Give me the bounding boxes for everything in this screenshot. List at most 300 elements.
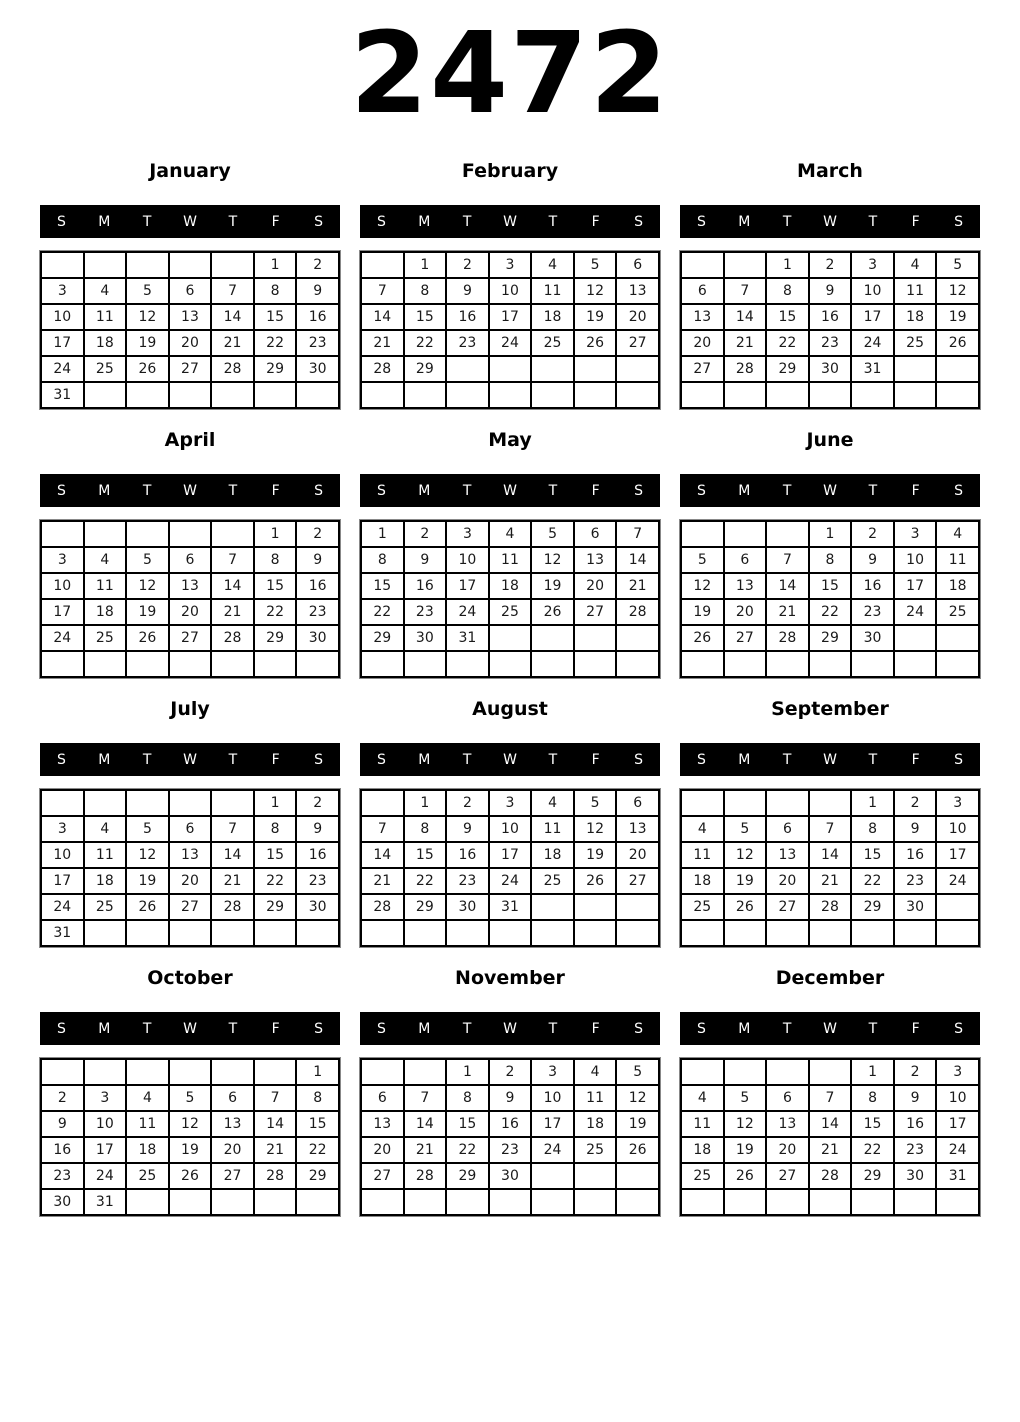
month-name: June [806, 429, 854, 451]
day-cell: 15 [766, 304, 809, 330]
day-cell: 4 [84, 278, 127, 304]
day-cell: 10 [531, 1085, 574, 1111]
day-cell: 10 [41, 842, 84, 868]
day-cell: 12 [681, 573, 724, 599]
day-cell: 5 [724, 1085, 767, 1111]
day-cell: 4 [681, 1085, 724, 1111]
day-cell: 1 [851, 1059, 894, 1085]
week-row [41, 304, 339, 330]
day-cell: 31 [41, 382, 84, 408]
day-cell: 8 [766, 278, 809, 304]
day-cell: 4 [681, 816, 724, 842]
empty-day-cell [809, 651, 852, 677]
weekday-label: M [98, 482, 111, 499]
day-cell: 4 [84, 816, 127, 842]
empty-day-cell [574, 382, 617, 408]
day-cell: 21 [724, 330, 767, 356]
day-cell: 24 [851, 330, 894, 356]
day-cell: 19 [531, 573, 574, 599]
weekday-label: M [418, 1020, 431, 1037]
weekday-label: S [56, 751, 66, 768]
day-cell: 1 [254, 252, 297, 278]
day-cell: 14 [254, 1111, 297, 1137]
week-row [41, 382, 339, 408]
weekday-header-row [40, 1012, 340, 1045]
day-cell: 24 [489, 330, 532, 356]
day-cell: 4 [894, 252, 937, 278]
weekday-header-row [360, 743, 660, 776]
day-cell: 3 [531, 1059, 574, 1085]
day-cell: 10 [489, 278, 532, 304]
day-cell: 9 [446, 816, 489, 842]
day-cell: 25 [84, 625, 127, 651]
empty-day-cell [211, 252, 254, 278]
week-row [41, 1137, 339, 1163]
weekday-label: T [548, 482, 558, 499]
empty-day-cell [616, 1163, 659, 1189]
day-cell: 18 [531, 842, 574, 868]
month-july [40, 700, 340, 947]
day-cell: 8 [254, 816, 297, 842]
week-row [41, 252, 339, 278]
week-row [681, 625, 979, 651]
weekday-label: T [548, 1020, 558, 1037]
day-cell: 25 [531, 330, 574, 356]
weekday-label: W [503, 751, 517, 768]
day-cell: 16 [894, 1111, 937, 1137]
day-cell: 24 [41, 356, 84, 382]
month-april [40, 431, 340, 678]
empty-day-cell [446, 1189, 489, 1215]
day-cell: 31 [41, 920, 84, 946]
empty-day-cell [489, 356, 532, 382]
day-cell: 13 [766, 1111, 809, 1137]
month-days-table [360, 789, 660, 947]
weekday-label: F [911, 1020, 920, 1037]
week-row [41, 894, 339, 920]
empty-day-cell [41, 252, 84, 278]
day-cell: 1 [446, 1059, 489, 1085]
empty-day-cell [809, 382, 852, 408]
day-cell: 9 [446, 278, 489, 304]
day-cell: 12 [126, 573, 169, 599]
day-cell: 13 [724, 573, 767, 599]
week-row [681, 842, 979, 868]
empty-day-cell [724, 920, 767, 946]
day-cell: 29 [254, 625, 297, 651]
day-cell: 13 [169, 573, 212, 599]
day-cell: 20 [574, 573, 617, 599]
week-row [41, 1085, 339, 1111]
month-days-body [681, 252, 979, 408]
day-cell: 2 [894, 1059, 937, 1085]
empty-day-cell [169, 790, 212, 816]
day-cell: 18 [84, 599, 127, 625]
empty-day-cell [404, 1189, 447, 1215]
day-cell: 5 [531, 521, 574, 547]
empty-day-cell [169, 521, 212, 547]
empty-day-cell [404, 651, 447, 677]
weekday-label: S [56, 213, 66, 230]
day-cell: 22 [296, 1137, 339, 1163]
day-cell: 12 [126, 304, 169, 330]
day-cell: 26 [126, 356, 169, 382]
day-cell: 4 [489, 521, 532, 547]
month-name: January [149, 160, 231, 182]
weekday-label: W [183, 1020, 197, 1037]
day-cell: 15 [254, 304, 297, 330]
day-cell: 21 [361, 868, 404, 894]
weekday-label: W [183, 482, 197, 499]
weekday-label: S [954, 482, 964, 499]
day-cell: 18 [936, 573, 979, 599]
month-days-body [41, 1059, 339, 1215]
day-cell: 14 [809, 1111, 852, 1137]
weekday-label: W [823, 1020, 837, 1037]
day-cell: 30 [41, 1189, 84, 1215]
empty-day-cell [84, 521, 127, 547]
empty-day-cell [169, 651, 212, 677]
week-row [361, 382, 659, 408]
weekday-label: S [634, 751, 644, 768]
day-cell: 4 [936, 521, 979, 547]
month-days-table [680, 251, 980, 409]
empty-day-cell [126, 1059, 169, 1085]
week-row [361, 842, 659, 868]
day-cell: 2 [809, 252, 852, 278]
empty-day-cell [574, 1163, 617, 1189]
weekday-label: M [738, 751, 751, 768]
week-row [681, 651, 979, 677]
day-cell: 11 [531, 278, 574, 304]
empty-day-cell [296, 1189, 339, 1215]
week-row [681, 816, 979, 842]
empty-day-cell [361, 382, 404, 408]
day-cell: 13 [211, 1111, 254, 1137]
weekday-label: S [696, 482, 706, 499]
day-cell: 2 [296, 521, 339, 547]
empty-day-cell [489, 1189, 532, 1215]
day-cell: 30 [296, 894, 339, 920]
day-cell: 1 [766, 252, 809, 278]
day-cell: 6 [211, 1085, 254, 1111]
day-cell: 20 [169, 868, 212, 894]
weekday-label: T [228, 751, 238, 768]
day-cell: 1 [296, 1059, 339, 1085]
day-cell: 2 [404, 521, 447, 547]
calendar-page [0, 10, 1020, 1216]
day-cell: 25 [574, 1137, 617, 1163]
day-cell: 14 [766, 573, 809, 599]
weekday-header-row [360, 205, 660, 238]
day-cell: 23 [404, 599, 447, 625]
day-cell: 18 [894, 304, 937, 330]
weekday-label: F [271, 213, 280, 230]
day-cell: 3 [936, 1059, 979, 1085]
day-cell: 11 [84, 304, 127, 330]
day-cell: 16 [446, 842, 489, 868]
day-cell: 8 [296, 1085, 339, 1111]
day-cell: 26 [531, 599, 574, 625]
month-days-table [40, 789, 340, 947]
empty-day-cell [531, 1163, 574, 1189]
day-cell: 28 [254, 1163, 297, 1189]
day-cell: 21 [616, 573, 659, 599]
weekday-label: F [911, 213, 920, 230]
empty-day-cell [851, 920, 894, 946]
day-cell: 2 [446, 790, 489, 816]
day-cell: 16 [894, 842, 937, 868]
day-cell: 10 [936, 816, 979, 842]
weekday-header-row [40, 474, 340, 507]
day-cell: 15 [851, 842, 894, 868]
day-cell: 5 [936, 252, 979, 278]
empty-day-cell [894, 1189, 937, 1215]
empty-day-cell [41, 651, 84, 677]
weekday-label: T [868, 1020, 878, 1037]
weekday-label: S [634, 482, 644, 499]
day-cell: 1 [254, 790, 297, 816]
empty-day-cell [616, 894, 659, 920]
day-cell: 19 [169, 1137, 212, 1163]
day-cell: 22 [851, 868, 894, 894]
weekday-label: W [823, 213, 837, 230]
week-row [41, 1163, 339, 1189]
weekday-label: S [954, 751, 964, 768]
week-row [361, 356, 659, 382]
empty-day-cell [894, 382, 937, 408]
month-june [680, 431, 980, 678]
empty-day-cell [84, 920, 127, 946]
empty-day-cell [361, 1189, 404, 1215]
day-cell: 28 [211, 894, 254, 920]
day-cell: 29 [446, 1163, 489, 1189]
empty-day-cell [766, 521, 809, 547]
day-cell: 27 [616, 868, 659, 894]
weekday-label: T [548, 751, 558, 768]
day-cell: 11 [84, 842, 127, 868]
week-row [361, 920, 659, 946]
empty-day-cell [724, 252, 767, 278]
weekday-label: T [782, 482, 792, 499]
day-cell: 2 [894, 790, 937, 816]
day-cell: 25 [681, 1163, 724, 1189]
weekday-label: S [56, 482, 66, 499]
week-row [681, 278, 979, 304]
empty-day-cell [766, 1059, 809, 1085]
empty-day-cell [446, 920, 489, 946]
day-cell: 25 [936, 599, 979, 625]
weekday-header-row [40, 743, 340, 776]
empty-day-cell [681, 382, 724, 408]
weekday-label: M [418, 751, 431, 768]
day-cell: 26 [126, 894, 169, 920]
day-cell: 8 [809, 547, 852, 573]
month-october [40, 969, 340, 1216]
day-cell: 3 [489, 252, 532, 278]
empty-day-cell [446, 651, 489, 677]
day-cell: 31 [84, 1189, 127, 1215]
day-cell: 7 [766, 547, 809, 573]
empty-day-cell [489, 651, 532, 677]
day-cell: 30 [894, 894, 937, 920]
day-cell: 23 [894, 868, 937, 894]
day-cell: 22 [766, 330, 809, 356]
empty-day-cell [361, 651, 404, 677]
day-cell: 16 [851, 573, 894, 599]
day-cell: 10 [936, 1085, 979, 1111]
empty-day-cell [681, 1059, 724, 1085]
day-cell: 19 [126, 868, 169, 894]
empty-day-cell [936, 625, 979, 651]
empty-day-cell [296, 920, 339, 946]
week-row [361, 252, 659, 278]
day-cell: 29 [296, 1163, 339, 1189]
empty-day-cell [126, 521, 169, 547]
weekday-header-row [680, 474, 980, 507]
week-row [41, 521, 339, 547]
day-cell: 15 [254, 842, 297, 868]
week-row [361, 816, 659, 842]
day-cell: 13 [574, 547, 617, 573]
day-cell: 10 [84, 1111, 127, 1137]
weekday-label: M [98, 1020, 111, 1037]
day-cell: 16 [809, 304, 852, 330]
empty-day-cell [936, 894, 979, 920]
weekday-label: T [462, 751, 472, 768]
empty-day-cell [126, 252, 169, 278]
day-cell: 21 [809, 1137, 852, 1163]
day-cell: 20 [766, 868, 809, 894]
day-cell: 21 [766, 599, 809, 625]
day-cell: 3 [489, 790, 532, 816]
day-cell: 3 [936, 790, 979, 816]
day-cell: 21 [211, 599, 254, 625]
month-days-table [40, 520, 340, 678]
day-cell: 8 [851, 816, 894, 842]
day-cell: 6 [169, 816, 212, 842]
weekday-label: T [782, 213, 792, 230]
day-cell: 26 [724, 1163, 767, 1189]
day-cell: 6 [766, 816, 809, 842]
day-cell: 17 [531, 1111, 574, 1137]
month-name: October [147, 967, 233, 989]
day-cell: 10 [446, 547, 489, 573]
day-cell: 22 [446, 1137, 489, 1163]
day-cell: 7 [361, 278, 404, 304]
day-cell: 12 [616, 1085, 659, 1111]
day-cell: 28 [809, 1163, 852, 1189]
day-cell: 11 [531, 816, 574, 842]
weekday-label: S [634, 1020, 644, 1037]
empty-day-cell [211, 920, 254, 946]
day-cell: 12 [126, 842, 169, 868]
day-cell: 6 [681, 278, 724, 304]
weekday-label: F [591, 482, 600, 499]
day-cell: 17 [489, 304, 532, 330]
day-cell: 6 [616, 790, 659, 816]
week-row [681, 1059, 979, 1085]
day-cell: 24 [41, 894, 84, 920]
week-row [361, 304, 659, 330]
day-cell: 5 [574, 252, 617, 278]
day-cell: 7 [361, 816, 404, 842]
empty-day-cell [126, 790, 169, 816]
weekday-label: M [738, 213, 751, 230]
empty-day-cell [211, 790, 254, 816]
day-cell: 14 [724, 304, 767, 330]
week-row [41, 1189, 339, 1215]
day-cell: 14 [211, 304, 254, 330]
day-cell: 11 [126, 1111, 169, 1137]
week-row [681, 1111, 979, 1137]
day-cell: 28 [809, 894, 852, 920]
day-cell: 27 [766, 1163, 809, 1189]
day-cell: 24 [936, 868, 979, 894]
month-name: May [488, 429, 532, 451]
week-row [41, 330, 339, 356]
day-cell: 22 [404, 330, 447, 356]
empty-day-cell [724, 1059, 767, 1085]
day-cell: 13 [681, 304, 724, 330]
day-cell: 8 [446, 1085, 489, 1111]
empty-day-cell [724, 651, 767, 677]
day-cell: 28 [724, 356, 767, 382]
empty-day-cell [851, 651, 894, 677]
weekday-label: F [271, 482, 280, 499]
day-cell: 15 [809, 573, 852, 599]
week-row [681, 521, 979, 547]
empty-day-cell [169, 920, 212, 946]
day-cell: 15 [361, 573, 404, 599]
day-cell: 27 [211, 1163, 254, 1189]
weekday-label: W [823, 482, 837, 499]
empty-day-cell [126, 651, 169, 677]
day-cell: 28 [404, 1163, 447, 1189]
day-cell: 29 [361, 625, 404, 651]
empty-day-cell [41, 790, 84, 816]
weekday-label: S [376, 213, 386, 230]
day-cell: 24 [84, 1163, 127, 1189]
day-cell: 19 [724, 868, 767, 894]
week-row [41, 356, 339, 382]
day-cell: 6 [616, 252, 659, 278]
day-cell: 24 [936, 1137, 979, 1163]
empty-day-cell [211, 382, 254, 408]
day-cell: 26 [574, 868, 617, 894]
day-cell: 20 [169, 599, 212, 625]
empty-day-cell [296, 651, 339, 677]
empty-day-cell [446, 382, 489, 408]
day-cell: 4 [531, 252, 574, 278]
day-cell: 6 [169, 547, 212, 573]
day-cell: 21 [211, 330, 254, 356]
day-cell: 16 [404, 573, 447, 599]
day-cell: 23 [809, 330, 852, 356]
day-cell: 23 [41, 1163, 84, 1189]
day-cell: 6 [361, 1085, 404, 1111]
empty-day-cell [724, 790, 767, 816]
empty-day-cell [404, 920, 447, 946]
day-cell: 22 [254, 868, 297, 894]
month-march [680, 162, 980, 409]
month-name: September [771, 698, 889, 720]
empty-day-cell [616, 356, 659, 382]
weekday-label: M [738, 1020, 751, 1037]
month-days-table [680, 520, 980, 678]
empty-day-cell [361, 790, 404, 816]
empty-day-cell [84, 790, 127, 816]
